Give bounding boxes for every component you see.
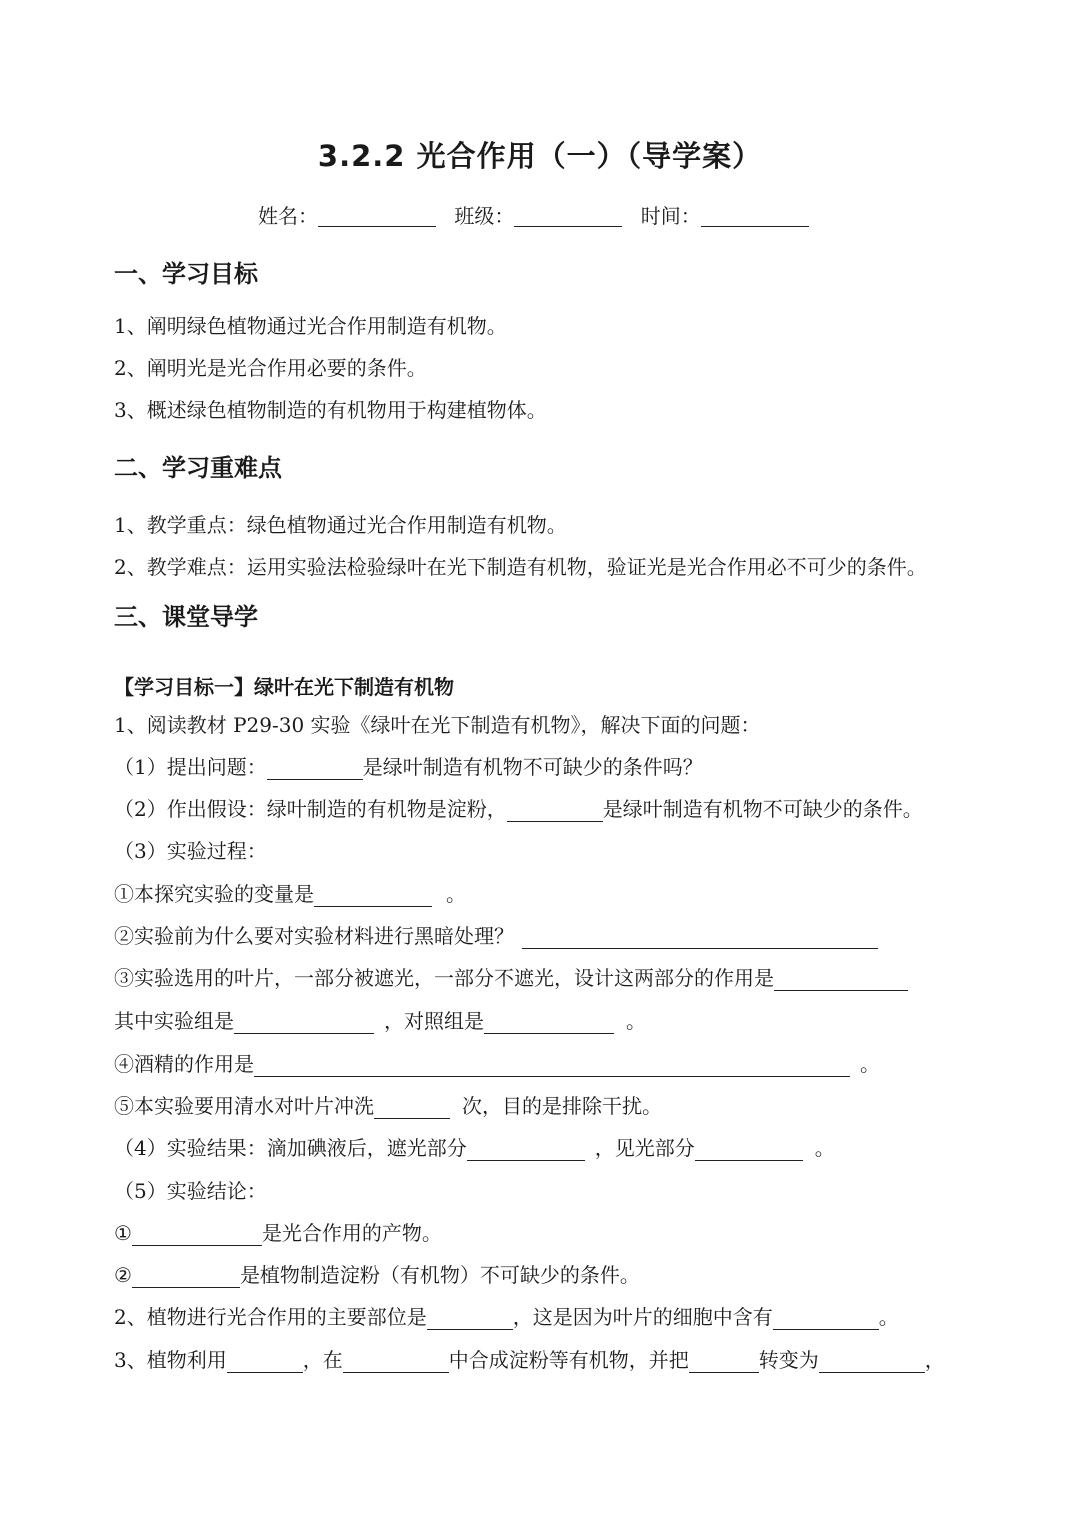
step-text: ③实验选用的叶片，一部分被遮光，一部分不遮光，设计这两部分的作用是 — [114, 966, 774, 990]
process-3 — [114, 964, 908, 992]
answer-blank[interactable] — [774, 966, 908, 991]
subsection-heading: 【学习目标一】绿叶在光下制造有机物 — [114, 675, 454, 699]
student-info-row — [258, 200, 821, 229]
question-2 — [114, 1303, 899, 1331]
goal-item: 2、阐明光是光合作用必要的条件。 — [114, 356, 427, 380]
step-text: ，在 — [302, 1348, 343, 1372]
answer-blank[interactable] — [695, 1136, 803, 1161]
section-heading-key-points: 二、学习重难点 — [114, 454, 282, 482]
step-text: 。 — [860, 1052, 880, 1076]
answer-blank[interactable] — [773, 1305, 879, 1330]
conclusion-1 — [114, 1219, 442, 1247]
process-4 — [114, 1050, 880, 1078]
name-blank[interactable] — [318, 204, 436, 227]
step-text: ② — [114, 1263, 132, 1287]
answer-blank[interactable] — [484, 1009, 614, 1034]
time-label: 时间： — [640, 204, 701, 228]
step-text: （1）提出问题： — [114, 755, 267, 779]
step-5: （5）实验结论： — [114, 1179, 267, 1203]
answer-blank[interactable] — [267, 755, 363, 780]
question-1: 1、阅读教材 P29-30 实验《绿叶在光下制造有机物》，解决下面的问题： — [114, 713, 761, 737]
section-heading-guide: 三、课堂导学 — [114, 603, 258, 631]
process-2 — [114, 922, 878, 950]
step-text: ⑤本实验要用清水对叶片冲洗 — [114, 1094, 374, 1118]
step-2 — [114, 795, 923, 823]
answer-blank[interactable] — [132, 1263, 240, 1288]
answer-blank[interactable] — [227, 1348, 303, 1373]
step-text: 。 — [878, 1305, 899, 1329]
process-1 — [114, 880, 466, 908]
step-4 — [114, 1134, 835, 1162]
answer-blank[interactable] — [234, 1009, 374, 1034]
class-label: 班级： — [454, 204, 515, 228]
answer-blank[interactable] — [374, 1094, 450, 1119]
step-text: ，对照组是 — [384, 1009, 484, 1033]
step-text: 。 — [626, 1009, 646, 1033]
step-text: （2）作出假设：绿叶制造的有机物是淀粉， — [114, 797, 507, 821]
step-text: ， — [924, 1348, 945, 1372]
step-text: ，这是因为叶片的细胞中含有 — [512, 1305, 773, 1329]
step-3: （3）实验过程： — [114, 839, 267, 863]
step-text: ②实验前为什么要对实验材料进行黑暗处理？ — [114, 924, 514, 948]
answer-blank[interactable] — [819, 1348, 925, 1373]
goal-item: 1、阐明绿色植物通过光合作用制造有机物。 — [114, 314, 507, 338]
answer-blank[interactable] — [132, 1221, 262, 1246]
step-text: 转变为 — [758, 1348, 819, 1372]
question-3 — [114, 1346, 945, 1374]
time-blank[interactable] — [701, 204, 809, 227]
step-text: 次，目的是排除干扰。 — [462, 1094, 662, 1118]
process-5 — [114, 1092, 662, 1120]
step-text: 是植物制造淀粉（有机物）不可缺少的条件。 — [239, 1263, 640, 1287]
step-text: 是绿叶制造有机物不可缺少的条件吗？ — [362, 755, 703, 779]
step-text: 是光合作用的产物。 — [261, 1221, 442, 1245]
step-text: 。 — [814, 1136, 835, 1160]
step-text: 3、植物利用 — [114, 1348, 227, 1372]
answer-blank[interactable] — [343, 1348, 449, 1373]
goal-item: 3、概述绿色植物制造的有机物用于构建植物体。 — [114, 398, 547, 422]
step-text: 其中实验组是 — [114, 1009, 234, 1033]
answer-blank[interactable] — [254, 1052, 850, 1077]
step-text: ，见光部分 — [594, 1136, 695, 1160]
step-text: 是绿叶制造有机物不可缺少的条件。 — [602, 797, 923, 821]
step-text: ①本探究实验的变量是 — [114, 882, 314, 906]
answer-blank[interactable] — [507, 797, 603, 822]
step-text: 中合成淀粉等有机物，并把 — [448, 1348, 689, 1372]
key-point-item: 2、教学难点：运用实验法检验绿叶在光下制造有机物，验证光是光合作用必不可少的条件。 — [114, 555, 927, 579]
step-text: 2、植物进行光合作用的主要部位是 — [114, 1305, 427, 1329]
step-text: ① — [114, 1221, 132, 1245]
step-text: 。 — [446, 882, 466, 906]
conclusion-2 — [114, 1261, 640, 1289]
answer-blank[interactable] — [467, 1136, 585, 1161]
page-title: 3.2.2 光合作用（一）（导学案） — [317, 139, 763, 173]
answer-blank[interactable] — [314, 882, 432, 907]
step-text: （4）实验结果：滴加碘液后，遮光部分 — [114, 1136, 467, 1160]
answer-blank[interactable] — [427, 1305, 513, 1330]
key-point-item: 1、教学重点：绿色植物通过光合作用制造有机物。 — [114, 513, 567, 537]
answer-blank[interactable] — [522, 924, 878, 949]
process-3-continued — [114, 1007, 646, 1035]
step-1 — [114, 753, 703, 781]
section-heading-goals: 一、学习目标 — [114, 260, 258, 288]
class-blank[interactable] — [514, 204, 622, 227]
name-label: 姓名： — [258, 204, 318, 228]
answer-blank[interactable] — [689, 1348, 759, 1373]
step-text: ④酒精的作用是 — [114, 1052, 254, 1076]
